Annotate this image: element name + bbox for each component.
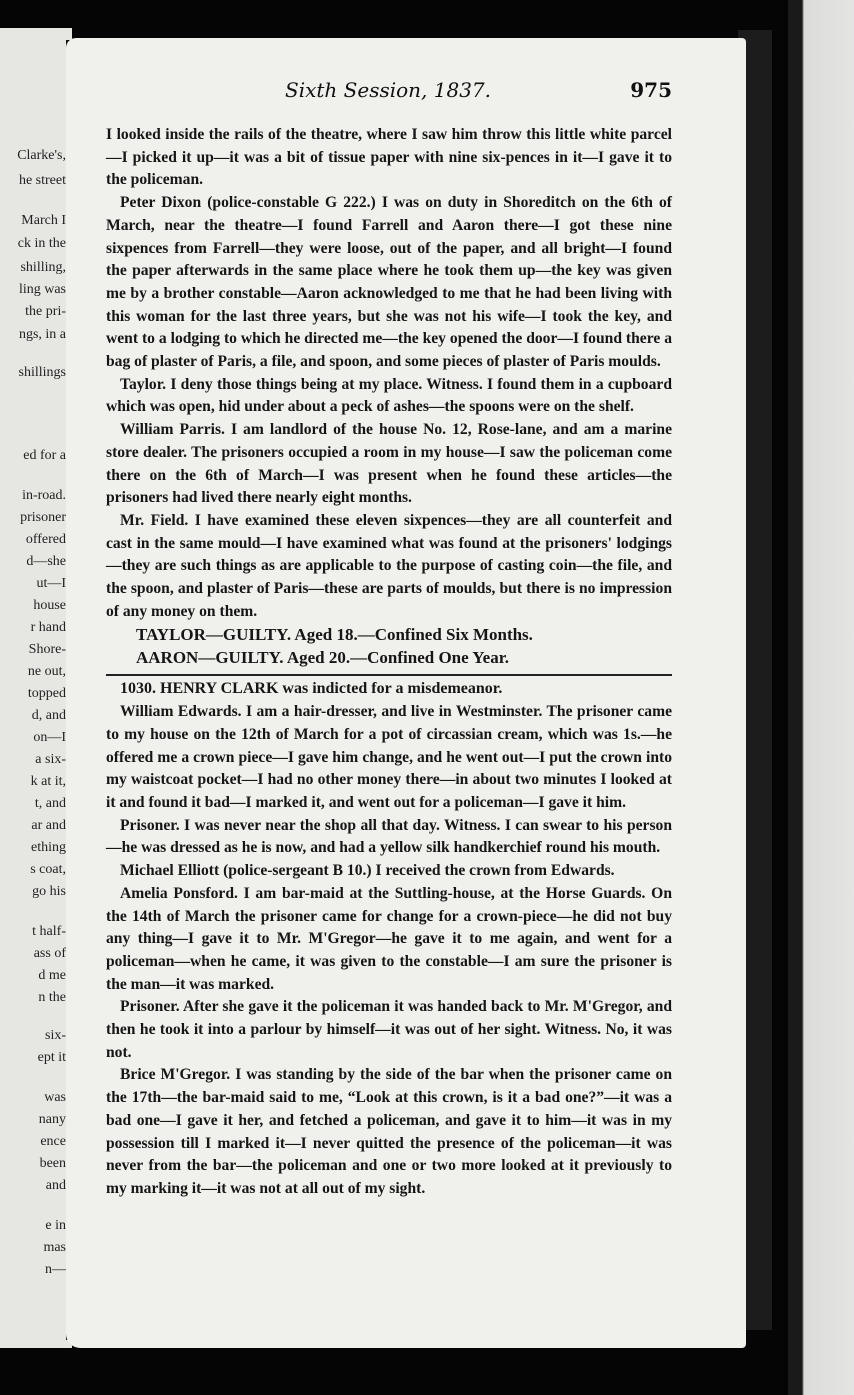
facing-page-line: ling was <box>18 282 66 297</box>
facing-page-line: s coat, <box>30 862 66 877</box>
facing-page-line: e in <box>45 1218 66 1233</box>
paragraph: I looked inside the rails of the theatre, where I saw him throw this little white parcel—I picked it up—it was a bit of tissue paper with nine six-pences in it—I gave it to the policeman. <box>106 126 672 189</box>
facing-page-line: ut—I <box>36 576 66 591</box>
facing-page-line: offered <box>25 532 66 547</box>
page-number: 975 <box>630 78 672 102</box>
facing-page-line: ck in the <box>17 236 66 251</box>
scanner-edge <box>788 0 854 1395</box>
facing-page-line: house <box>33 598 66 613</box>
facing-page-line: ne out, <box>27 664 66 679</box>
facing-page-line: ething <box>31 840 66 855</box>
facing-page-line: been <box>39 1156 66 1171</box>
paragraph: Peter Dixon (police-constable G 222.) I was on duty in Shoreditch on the 6th of March, near the theatre—I found Farrell and Aaron there—I got these nine sixpences from Farrell—they were loose, out of the paper, and all bright—I found the paper afterwards in the same place where he took them up—the key was given me by a brother constable—Aaron acknowledged to me that he had been living with this woman for the last three years, but she was not his wife—I took the key, and went to a lodging to which he directed me—the key opened the door—I found there a bag of plaster of Paris, a file, and spoon, and some pieces of plaster of Paris moulds. <box>106 194 672 371</box>
facing-page-line: the pri- <box>25 304 66 319</box>
facing-page-line: ngs, in a <box>18 327 66 342</box>
facing-page-line: n the <box>38 990 66 1005</box>
facing-page-line: r hand <box>30 620 66 635</box>
paragraph: Mr. Field. I have examined these eleven sixpences—they are all counterfeit and cast in the same mould—I have examined what was found at the prisoners' lodgings—they are such things as are applicable to the purpose of casting coin—the file, and the spoon, and plaster of Paris—these are parts of moulds, but there is no impression of any money on them. <box>106 511 672 620</box>
page-header <box>110 78 672 102</box>
facing-page-line: Clarke's, <box>17 148 66 163</box>
facing-page-line: six- <box>45 1028 66 1043</box>
case-heading: 1030. HENRY CLARK was indicted for a misdemeanor. <box>120 680 503 698</box>
section-divider <box>106 674 672 676</box>
verdict: AARON—GUILTY. Aged 20.—Confined One Year. <box>136 648 509 668</box>
facing-page-line: t, and <box>34 796 66 811</box>
facing-page-line: shillings <box>18 365 66 380</box>
facing-page-line: ar and <box>31 818 66 833</box>
facing-page-line: mas <box>43 1240 66 1255</box>
facing-page <box>0 28 72 1348</box>
facing-page-line: d me <box>38 968 66 983</box>
facing-page-line: he street <box>18 173 66 188</box>
testimony: Michael Elliott (police-sergeant B 10.) I received the crown from Edwards. <box>120 862 615 880</box>
facing-page-line: d, and <box>31 708 66 723</box>
facing-page-line: nany <box>38 1112 66 1127</box>
facing-page-line: prisoner <box>20 510 66 525</box>
running-head: Sixth Session, 1837. <box>285 78 492 102</box>
testimony: Prisoner. I was never near the shop all that day. Witness. I can swear to his person—he was dressed as he is now, and had a yellow silk handkerchief round his mouth. <box>106 816 672 857</box>
facing-page-line: March I <box>21 213 66 228</box>
facing-page-line: Shore- <box>28 642 66 657</box>
testimony: Prisoner. After she gave it the policeman it was handed back to Mr. M'Gregor, and then he took it into a parlour by himself—it was out of her sight. Witness. No, it was not. <box>106 998 672 1061</box>
facing-page-line: ence <box>40 1134 66 1149</box>
facing-page-line: ept it <box>37 1050 66 1065</box>
paragraph: William Parris. I am landlord of the house No. 12, Rose-lane, and am a marine store dealer. The prisoners occupied a room in my house—I saw the policeman come there on the 6th of March—I was present when he found these articles—the prisoners had lived there nearly eight months. <box>106 421 672 507</box>
paragraph: Taylor. I deny those things being at my place. Witness. I found them in a cupboard which was open, hid under about a peck of ashes—the spoons were on the shelf. <box>106 375 672 416</box>
facing-page-line: was <box>44 1090 66 1105</box>
verdict: TAYLOR—GUILTY. Aged 18.—Confined Six Months. <box>136 625 533 645</box>
facing-page-line: d—she <box>26 554 66 569</box>
testimony: Amelia Ponsford. I am bar-maid at the Suttling-house, at the Horse Guards. On the 14th of March the prisoner came for change for a crown-piece—he did not buy any thing—I gave it to Mr. M'Gregor—he gave it to me again, and went for a policeman—when he came, it was given to the constable—I am sure the prisoner is the man—it was marked. <box>106 884 672 993</box>
facing-page-line: ed for a <box>23 448 66 463</box>
facing-page-line: in-road. <box>22 488 66 503</box>
facing-page-line: on—I <box>33 730 66 745</box>
facing-page-line: t half- <box>32 924 66 939</box>
facing-page-line: a six- <box>35 752 66 767</box>
facing-page-line: and <box>45 1178 66 1193</box>
testimony: Brice M'Gregor. I was standing by the side of the bar when the prisoner came on the 17th—the bar-maid said to me, “Look at this crown, is it a bad one?”—it was a bad one—I gave it her, and fetched a policeman, and gave it to him—it was in my possession till I marked it—I never quitted the presence of the policeman—it was never from the bar—the policeman and one or two more looked at it previously to my marking it—it was not at all out of my sight. <box>106 1066 672 1197</box>
facing-page-line: topped <box>27 686 66 701</box>
page-body <box>106 124 672 1201</box>
facing-page-line: n— <box>45 1262 66 1277</box>
facing-page-line: k at it, <box>30 774 66 789</box>
testimony: William Edwards. I am a hair-dresser, and live in Westminster. The prisoner came to my house on the 12th of March for a pot of circassian cream, which was 1s.—he offered me a crown piece—I gave him change, and he went out—I put the crown into my waistcoat pocket—I had no other money there—in about two minutes I looked at it and found it bad—I marked it, and went out for a policeman—I gave it him. <box>106 703 672 811</box>
facing-page-line: shilling, <box>20 260 66 275</box>
facing-page-line: ass of <box>33 946 66 961</box>
facing-page-line: go his <box>32 884 66 899</box>
